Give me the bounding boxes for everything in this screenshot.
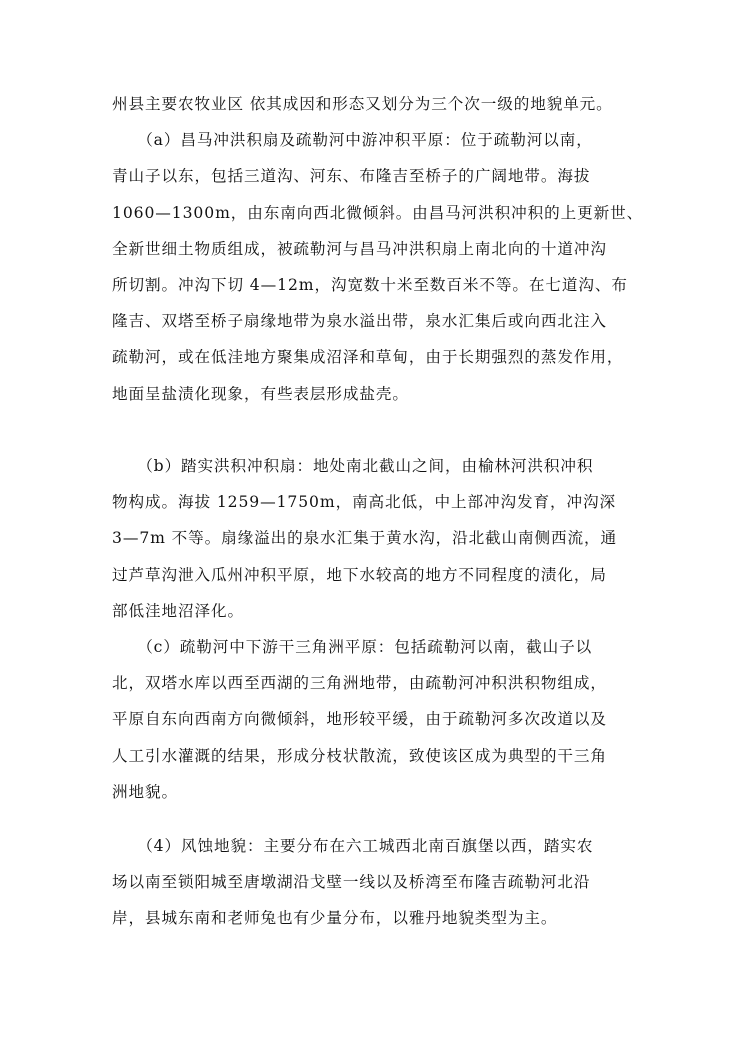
text-line: 过芦草沟泄入瓜州冲积平原，地下水较高的地方不同程度的渍化，局	[112, 565, 607, 584]
text-line: 州县主要农牧业区 依其成因和形态又划分为三个次一级的地貌单元。	[112, 95, 613, 113]
text-line: 岸，县城东南和老师兔也有少量分布，以雅丹地貌类型为主。	[112, 909, 558, 928]
text-line: （4）风蚀地貌：主要分布在六工城西北南百旗堡以西，踏实农	[112, 837, 594, 855]
text-line: 全新世细土物质组成，被疏勒河与昌马冲洪积扇上南北向的十道冲沟	[112, 239, 607, 258]
text-line: 地面呈盐渍化现象，有些表层形成盐壳。	[112, 384, 409, 403]
text-line: （a）昌马冲洪积扇及疏勒河中游冲积平原：位于疏勒河以南，	[112, 131, 593, 150]
text-line: 1060—1300m，由东南向西北微倾斜。由昌马河洪积冲积的上更新世、	[112, 203, 644, 222]
text-line: 疏勒河，或在低洼地方聚集成沼泽和草甸，由于长期强烈的蒸发作用，	[112, 348, 624, 367]
text-line: 隆吉、双塔至桥子扇缘地带为泉水溢出带，泉水汇集后或向西北注入	[112, 312, 607, 331]
paragraph-b	[112, 448, 642, 629]
text-line: 人工引水灌溉的结果，形成分枝状散流，致使该区成为典型的干三角	[112, 746, 607, 765]
text-line: 洲地貌。	[112, 782, 178, 801]
text-line: 物构成。海拔 1259—1750m，南高北低，中上部冲沟发育，冲沟深	[112, 493, 616, 512]
paragraph-c	[112, 629, 642, 810]
text-line: 部低洼地沼泽化。	[112, 601, 244, 620]
text-line: 3—7m 不等。扇缘溢出的泉水汇集于黄水沟，沿北截山南侧西流，通	[112, 529, 618, 548]
paragraph-intro-a	[112, 86, 642, 412]
text-line: 所切割。冲沟下切 4—12m，沟宽数十米至数百米不等。在七道沟、布	[112, 275, 628, 294]
text-line: 北，双塔水库以西至西湖的三角洲地带，由疏勒河冲积洪积物组成，	[112, 674, 607, 693]
text-line: （b）踏实洪积冲积扇：地处南北截山之间，由榆林河洪积冲积	[112, 457, 594, 475]
text-line: （c）疏勒河中下游干三角洲平原：包括疏勒河以南，截山子以	[112, 638, 593, 656]
text-line: 场以南至锁阳城至唐墩湖沿戈壁一线以及桥湾至布隆吉疏勒河北沿	[112, 873, 591, 892]
text-line: 青山子以东，包括三道沟、河东、布隆吉至桥子的广阔地带。海拔	[112, 167, 591, 186]
paragraph-4	[112, 828, 642, 937]
text-line: 平原自东向西南方向微倾斜，地形较平缓，由于疏勒河多次改道以及	[112, 710, 607, 729]
